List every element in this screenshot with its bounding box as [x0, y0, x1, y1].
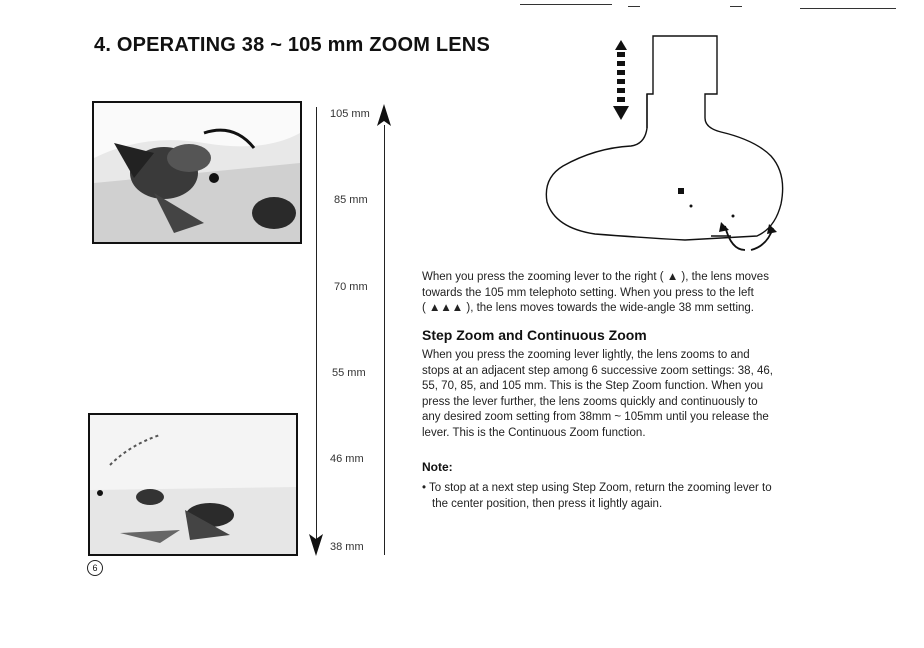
- section-line: lever. This is the Continuous Zoom function.: [422, 426, 646, 439]
- scale-mark-70: 70 mm: [334, 281, 368, 293]
- top-rule: [800, 8, 896, 9]
- scale-mark-105: 105 mm: [330, 108, 370, 120]
- section-heading: Step Zoom and Continuous Zoom: [422, 327, 647, 343]
- scale-mark-85: 85 mm: [334, 194, 368, 206]
- section-paragraph: [422, 348, 862, 441]
- page-number: 6: [87, 560, 103, 576]
- top-rule: [628, 6, 640, 7]
- section-line: any desired zoom setting from 38mm ~ 105mm until you release the: [422, 411, 769, 423]
- note-line: • To stop at a next step using Step Zoom, return the zooming lever to: [422, 482, 772, 494]
- scale-line-right: [384, 125, 385, 555]
- intro-paragraph: [422, 270, 862, 317]
- intro-line: When you press the zooming lever to the right ( ▲ ), the lens moves: [422, 271, 769, 283]
- page-title: 4. OPERATING 38 ~ 105 mm ZOOM LENS: [94, 34, 490, 56]
- note-heading: Note:: [422, 460, 453, 474]
- note-line: the center position, then press it lightly again.: [432, 497, 663, 510]
- note-paragraph: [422, 481, 862, 512]
- section-line: 55, 70, 85, and 105 mm. This is the Step Zoom function. When you: [422, 380, 764, 392]
- camera-illustration: [535, 28, 845, 258]
- intro-line: ( ▲▲▲ ), the lens moves towards the wide-angle 38 mm setting.: [422, 302, 755, 314]
- scale-mark-38: 38 mm: [330, 541, 364, 553]
- scale-mark-46: 46 mm: [330, 453, 364, 465]
- section-line: press the lever further, the lens zooms quickly and continuously to: [422, 395, 758, 408]
- arrow-up-icon: [377, 104, 391, 128]
- section-line: When you press the zooming lever lightly, the lens zooms to and: [422, 349, 750, 361]
- intro-line: towards the 105 mm telephoto setting. When you press to the left: [422, 286, 754, 299]
- section-line: stops at an adjacent step among 6 successive zoom settings: 38, 46,: [422, 364, 773, 377]
- wide-angle-photo: [88, 413, 298, 556]
- top-rule: [520, 4, 612, 5]
- telephoto-photo: [92, 101, 302, 244]
- top-rule: [730, 6, 742, 7]
- scale-line-left: [316, 107, 317, 544]
- scale-mark-55: 55 mm: [332, 367, 366, 379]
- arrow-down-icon: [309, 532, 323, 556]
